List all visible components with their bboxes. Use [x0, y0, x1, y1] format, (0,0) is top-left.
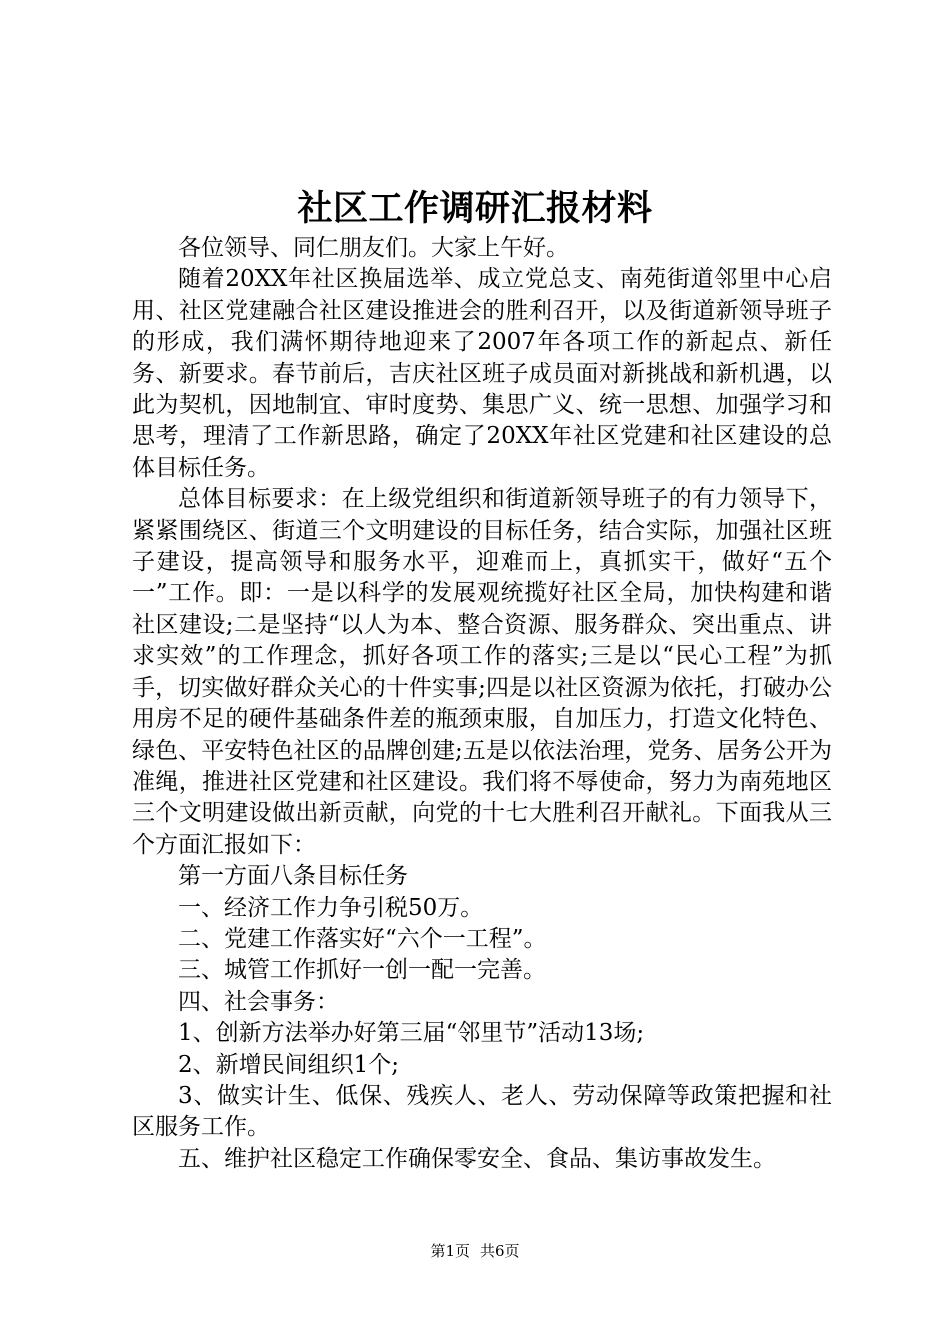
- paragraph-greeting: 各位领导、同仁朋友们。大家上午好。: [178, 235, 569, 261]
- paragraph-background: 随着20XX年社区换届选举、成立党总支、南苑街道邻里中心启用、社区党建融合社区建设推进会的胜利召开，以及街道新领导班子的形成，我们满怀期待地迎来了2007年各项工作的新起点、新任务、新要求。春节前后，吉庆社区班子成员面对新挑战和新机遇，以此为契机，因地制宜、审时度势、集思广义、统一思想、加强学习和思考，理清了工作新思路，确定了20XX年社区党建和社区建设的总体目标任务。: [132, 266, 832, 481]
- page-footer: [0, 1240, 950, 1262]
- paragraph-section-heading: 第一方面八条目标任务: [178, 863, 408, 890]
- paragraph-item-5: 五、维护社区稳定工作确保零安全、食品、集访事故发生。: [178, 1145, 776, 1172]
- paragraph-subitem-1: 1、创新方法举办好第三届“邻里节”活动13场;: [178, 1020, 645, 1047]
- paragraph-overall-goals: 总体目标要求：在上级党组织和街道新领导班子的有力领导下，紧紧围绕区、街道三个文明建设的目标任务，结合实际，加强社区班子建设，提高领导和服务水平，迎难而上，真抓实干，做好“五个一”工作。即：一是以科学的发展观统揽好社区全局，加快构建和谐社区建设;二是坚持“以人为本、整合资源、服务群众、突出重点、讲求实效”的工作理念，抓好各项工作的落实;三是以“民心工程”为抓手，切实做好群众关心的十件实事;四是以社区资源为依托，打破办公用房不足的硬件基础条件差的瓶颈束服，自加压力，打造文化特色、绿色、平安特色社区的品牌创建;五是以依法治理，党务、居务公开为准绳，推进社区党建和社区建设。我们将不辱使命，努力为南苑地区三个文明建设做出新贡献，向党的十七大胜利召开献礼。下面我从三个方面汇报如下：: [132, 486, 832, 858]
- paragraph-item-2: 二、党建工作落实好“六个一工程”。: [178, 925, 547, 952]
- paragraph-item-1: 一、经济工作力争引税50万。: [178, 894, 484, 921]
- page-number-total: 共6页: [480, 1242, 520, 1260]
- page-number-current: 第1页: [430, 1242, 470, 1260]
- paragraph-item-4: 四、社会事务：: [178, 988, 339, 1015]
- paragraph-subitem-3: 3、做实计生、低保、残疾人、老人、劳动保障等政策把握和社区服务工作。: [132, 1082, 832, 1141]
- paragraph-item-3: 三、城管工作抓好一创一配一完善。: [178, 957, 546, 984]
- document-title: 社区工作调研汇报材料: [297, 188, 653, 229]
- paragraph-subitem-2: 2、新增民间组织1个;: [178, 1051, 400, 1078]
- document-body: [132, 233, 832, 1175]
